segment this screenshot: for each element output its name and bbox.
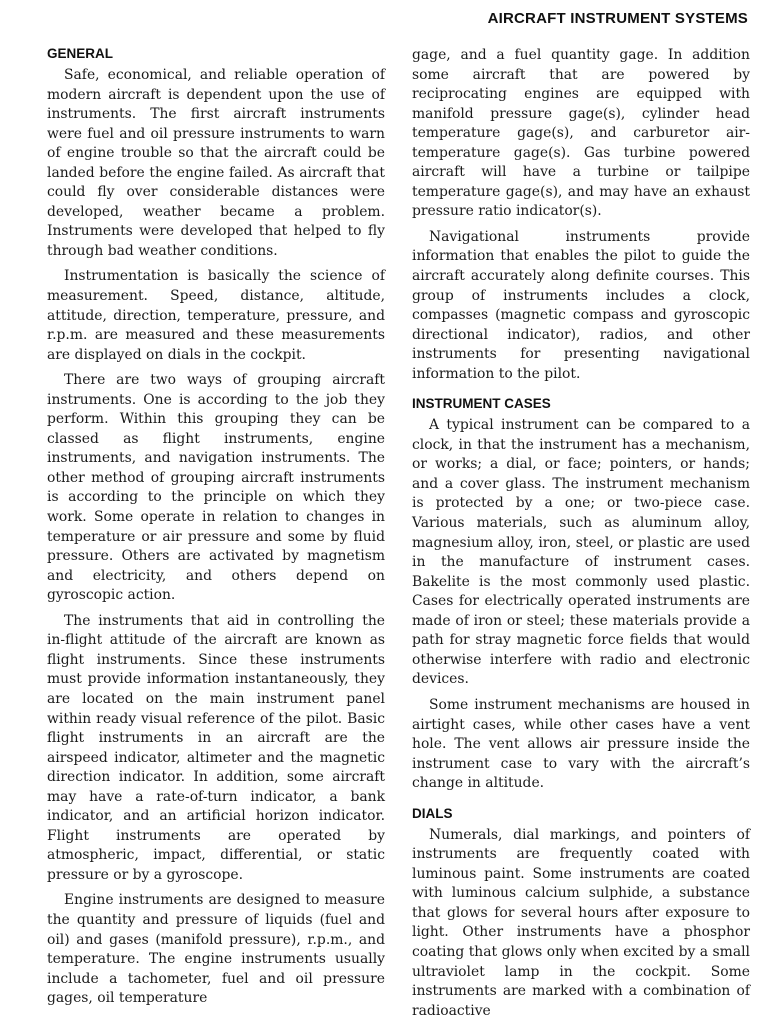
running-head: AIRCRAFT INSTRUMENT SYSTEMS [487,10,748,27]
section-heading-dials: DIALS [412,805,453,821]
paragraph-continued: gage, and a fuel quantity gage. In addition some aircraft that are powered by reciprocating engines are equipped with manifold pressure gage(s), cylinder head temperature gage(s), and carburetor air-temperature gage(s). Gas turbine powered aircraft will have a turbine or tailpipe temperature gage(s), and may have an exhaust pressure ratio indicator(s). [412,47,750,220]
paragraph: Some instrument mechanisms are housed in airtight cases, while other cases have a vent hole. The vent allows air pressure inside the instrument case to vary with the aircraft’s change in altitude. [412,696,750,792]
paragraph: Instrumentation is basically the science of measurement. Speed, distance, altitude, attitude, direction, temperature, pressure, and r.p.m. are measured and these measurements are displayed on dials in the cockpit. [47,268,385,363]
paragraph: Safe, economical, and reliable operation of modern aircraft is dependent upon the use of instruments. The first aircraft instruments were fuel and oil pressure instruments to warn of engine trouble so that the aircraft could be landed before the engine failed. As aircraft that could fly over considerable distances were developed, weather became a problem. Instruments were developed that helped to fly through bad weather conditions. [47,67,385,259]
right-column [412,46,750,1027]
paragraph: The instruments that aid in controlling the in-flight attitude of the aircraft are known as flight instruments. Since these instruments must provide information instantaneously, they are located on the main instrument panel within ready visual reference of the pilot. Basic flight instruments in an aircraft are the airspeed indicator, altimeter and the magnetic direction indicator. In addition, some aircraft may have a rate-of-turn indicator, a bank indicator, and an artificial horizon indicator. Flight instruments are operated by atmospheric, impact, differential, or static pressure or by a gyroscope. [47,612,385,883]
left-column [47,46,385,1015]
paragraph: A typical instrument can be compared to a clock, in that the instrument has a mechanism, or works; a dial, or face; pointers, or hands; and a cover glass. The instrument mechanism is protected by a one; or two-piece case. Various materials, such as aluminum alloy, magnesium alloy, iron, steel, or plastic are used in the manufacture of instrument cases. Bakelite is the most commonly used plastic. Cases for electrically operated instruments are made of iron or steel; these materials provide a path for stray magnetic force fields that would otherwise interfere with radio and electronic devices. [412,417,750,688]
paragraph: Engine instruments are designed to measure the quantity and pressure of liquids (fuel and oil) and gases (manifold pressure), r.p.m., and temperature. The engine instruments usually include a tachometer, fuel and oil pressure gages, oil temperature [47,892,385,1007]
paragraph: Navigational instruments provide information that enables the pilot to guide the aircraft accurately along definite courses. This group of instruments includes a clock, compasses (magnetic compass and gyroscopic directional indicator), radios, and other instruments for presenting navigational information to the pilot. [412,228,750,382]
section-heading-general: GENERAL [47,46,114,61]
paragraph: Numerals, dial markings, and pointers of instruments are frequently coated with luminous paint. Some instruments are coated with luminous calcium sulphide, a substance that glows for several hours after exposure to light. Other instruments have a phosphor coating that glows only when excited by a small ultraviolet lamp in the cockpit. Some instruments are marked with a combination of radioactive [412,826,750,1019]
paragraph: There are two ways of grouping aircraft instruments. One is according to the job they perform. Within this grouping they can be classed as flight instruments, engine instruments, and navigation instruments. The other method of grouping aircraft instruments is according to the principle on which they work. Some operate in relation to changes in temperature or air pressure and some by fluid pressure. Others are activated by magnetism and electricity, and others depend on gyroscopic action. [47,372,385,604]
section-heading-instrument-cases: INSTRUMENT CASES [412,396,551,412]
